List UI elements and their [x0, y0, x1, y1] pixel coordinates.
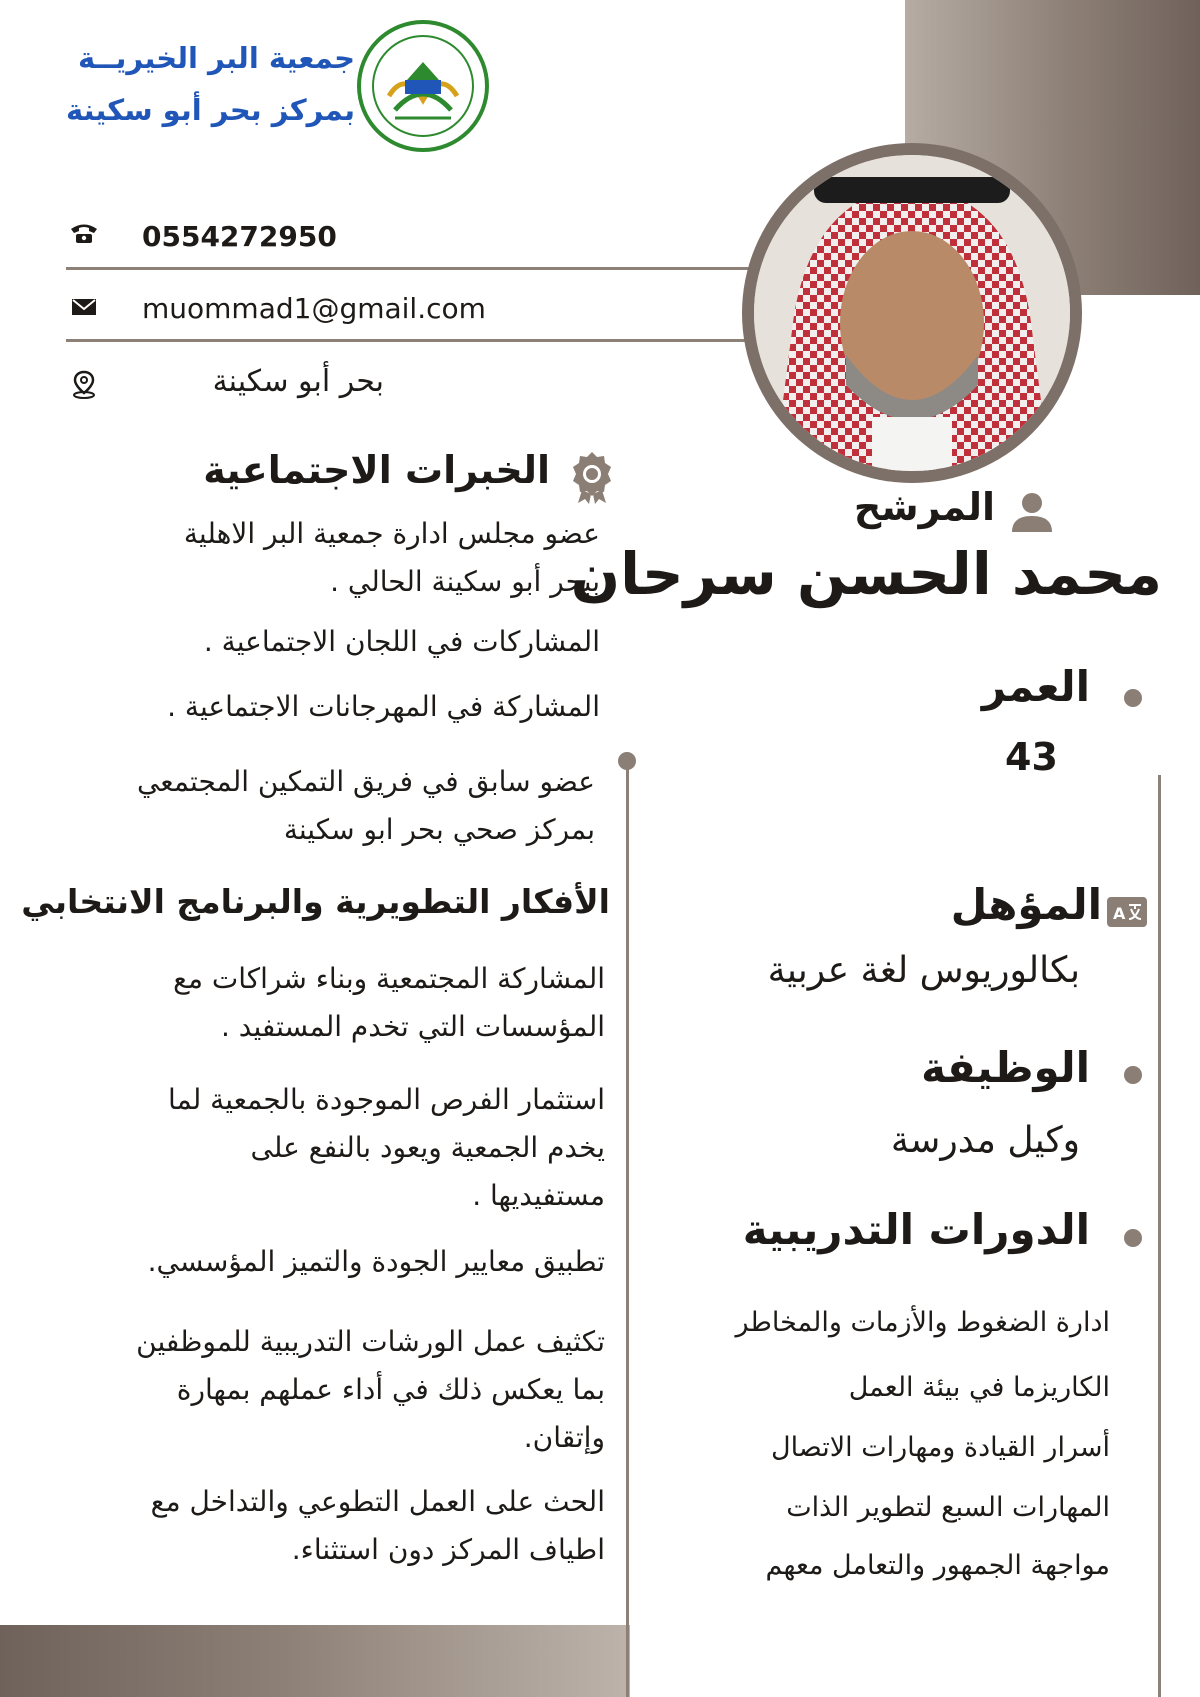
course-item: ادارة الضغوط والأزمات والمخاطر [735, 1307, 1110, 1338]
course-item: أسرار القيادة ومهارات الاتصال [770, 1432, 1110, 1463]
location-icon [68, 368, 100, 400]
experience-item [60, 510, 600, 606]
program-item-line: الحث على العمل التطوعي والتداخل مع [150, 1485, 605, 1518]
translate-icon [1107, 897, 1147, 931]
experience-item-line: المشاركة في المهرجانات الاجتماعية . [167, 690, 600, 723]
divider [66, 339, 756, 342]
column-divider [626, 760, 629, 1697]
svg-text:A: A [1113, 904, 1126, 923]
email-row [60, 280, 750, 336]
organization-seal-logo [355, 18, 491, 154]
experience-item-line: بمركز صحي بحر ابو سكينة [283, 813, 595, 846]
bullet [618, 752, 636, 770]
candidate-photo-image [754, 155, 1070, 471]
program-item [50, 955, 605, 1051]
program-item-line: تكثيف عمل الورشات التدريبية للموظفين [136, 1325, 605, 1358]
qualification-value: بكالوريوس لغة عربية [767, 950, 1080, 991]
program-item-line: اطياف المركز دون استثناء. [291, 1533, 605, 1566]
program-item-line: المشاركة المجتمعية وبناء شراكات مع [173, 962, 605, 995]
experience-item [60, 618, 600, 666]
age-value: 43 [1005, 735, 1058, 779]
email-address[interactable]: muommad1@gmail.com [142, 292, 486, 325]
phone-row [60, 208, 750, 264]
course-item: الكاريزما في بيئة العمل [848, 1372, 1110, 1403]
experience-item-line: المشاركات في اللجان الاجتماعية . [203, 625, 600, 658]
experience-item-line: عضو مجلس ادارة جمعية البر الاهلية [183, 517, 600, 550]
program-item-line: استثمار الفرص الموجودة بالجمعية لما [168, 1083, 605, 1116]
age-label: العمر [981, 662, 1090, 711]
candidate-photo [754, 155, 1070, 471]
courses-label: الدورات التدريبية [742, 1205, 1090, 1254]
program-heading: الأفكار التطويرية والبرنامج الانتخابي [21, 882, 610, 921]
phone-number[interactable]: 0554272950 [142, 220, 337, 253]
bullet [1124, 689, 1142, 707]
candidate-label: المرشح [853, 485, 995, 529]
program-item [20, 1318, 605, 1462]
person-icon [1010, 490, 1054, 534]
organization-name-line1: جمعية البر الخيريــة [78, 41, 355, 75]
bullet [1124, 1229, 1142, 1247]
program-item [20, 1238, 605, 1286]
location-text: بحر أبو سكينة [212, 364, 384, 399]
job-value: وكيل مدرسة [890, 1120, 1080, 1161]
location-row [60, 358, 750, 414]
course-item: مواجهة الجمهور والتعامل معهم [765, 1550, 1110, 1581]
right-accent-line [1158, 775, 1161, 1697]
bullet [1124, 1066, 1142, 1084]
mail-icon [68, 290, 100, 322]
divider [66, 267, 756, 270]
phone-icon [68, 218, 100, 250]
experience-heading: الخبرات الاجتماعية [203, 448, 550, 492]
course-item: المهارات السبع لتطوير الذات [786, 1492, 1110, 1523]
experience-item [60, 683, 600, 731]
award-icon [568, 450, 616, 504]
program-item [40, 1478, 605, 1574]
program-item-line: مستفيديها . [472, 1179, 605, 1212]
program-item-line: يخدم الجمعية ويعود بالنفع على [250, 1131, 605, 1164]
organization-name-line2: بمركز بحر أبو سكينة [65, 93, 355, 127]
program-item [50, 1076, 605, 1220]
experience-item-line: عضو سابق في فريق التمكين المجتمعي [136, 765, 595, 798]
experience-item-line: ببحر أبو سكينة الحالي . [330, 565, 600, 598]
program-item-line: بما يعكس ذلك في أداء عملهم بمهارة [176, 1373, 605, 1406]
qualification-label: المؤهل [950, 880, 1102, 929]
experience-item [20, 758, 595, 854]
program-item-line: المؤسسات التي تخدم المستفيد . [220, 1010, 605, 1043]
candidate-name: محمد الحسن سرحان [570, 540, 1162, 608]
program-item-line: وإتقان. [523, 1421, 605, 1454]
program-item-line: تطبيق معايير الجودة والتميز المؤسسي. [147, 1245, 605, 1278]
bottom-decoration [0, 1625, 630, 1697]
organization-name [20, 32, 355, 136]
job-label: الوظيفة [921, 1043, 1090, 1092]
